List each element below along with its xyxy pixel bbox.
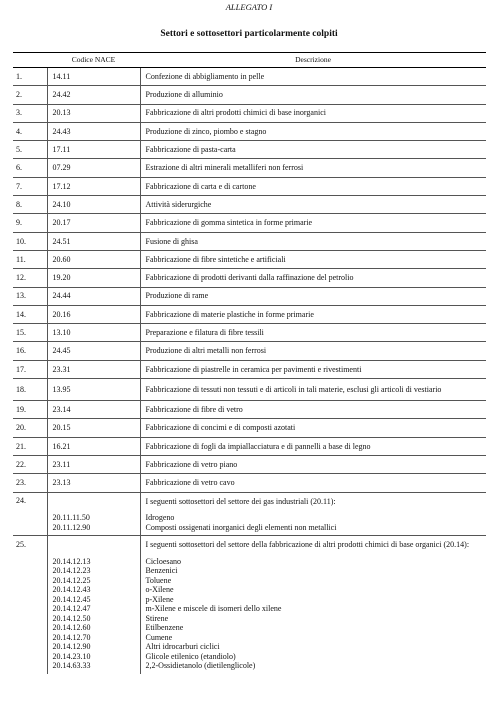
row-description: Produzione di alluminio [140,86,486,104]
header-number [13,53,47,68]
table-row [13,250,486,268]
subsector-codes [47,553,140,674]
row-code: 20.16 [47,305,140,323]
row-code: 24.44 [47,287,140,305]
row-code: 24.10 [47,196,140,214]
row-description: Fabbricazione di fibre di vetro [140,401,486,419]
table-row [13,68,486,86]
table-row [13,379,486,401]
subsector-description: 2,2-Ossidietanolo (dietilenglicole) [145,661,256,671]
subsector-code: 20.14.63.33 [52,661,91,671]
subsector-descriptions [140,553,486,674]
row-code: 23.13 [47,474,140,492]
subsector-code: 20.14.12.43 [52,585,91,595]
table-row [13,419,486,437]
subsector-codes [47,509,140,536]
row-number: 13. [13,287,47,305]
subsector-code: 20.11.12.90 [52,522,91,532]
row-code: 24.43 [47,122,140,140]
row-number: 21. [13,437,47,455]
row-code [47,492,140,509]
row-number: 14. [13,305,47,323]
subsector-row [13,509,486,536]
row-description: Fabbricazione di fogli da impiallacciatura e di pannelli a base di legno [140,437,486,455]
header-description: Descrizione [140,53,486,68]
subsector-description: o-Xilene [145,585,174,595]
row-description: Produzione di zinco, piombo e stagno [140,122,486,140]
table-row [13,342,486,360]
subsector-description: Cicloesano [145,556,182,566]
row-description: Preparazione e filatura di fibre tessili [140,324,486,342]
row-description: Produzione di rame [140,287,486,305]
subsector-code: 20.14.12.13 [52,556,91,566]
row-code: 17.12 [47,177,140,195]
table-row [13,104,486,122]
table-row [13,474,486,492]
subsector-description: Cumene [145,632,173,642]
row-number: 9. [13,214,47,232]
row-description: Fabbricazione di prodotti derivanti dalla raffinazione del petrolio [140,269,486,287]
header-code: Codice NACE [47,53,140,68]
row-code: 20.15 [47,419,140,437]
table-row [13,122,486,140]
subsector-code: 20.14.12.50 [52,613,91,623]
row-code [47,536,140,553]
table-row [13,455,486,473]
row-code: 24.51 [47,232,140,250]
subsector-descriptions [140,509,486,536]
page-title: Settori e sottosettori particolarmente colpiti [160,29,338,39]
row-code: 20.60 [47,250,140,268]
row-description: Fabbricazione di vetro piano [140,455,486,473]
row-description: Fabbricazione di altri prodotti chimici di base inorganici [140,104,486,122]
table-header-row [13,53,486,68]
row-number: 18. [13,379,47,401]
table-row [13,287,486,305]
table-row [13,141,486,159]
subsector-description: Composti ossigenati inorganici degli elementi non metallici [145,522,337,532]
row-number: 12. [13,269,47,287]
row-description: Attività siderurgiche [140,196,486,214]
table-row [13,360,486,378]
row-number: 2. [13,86,47,104]
row-number: 5. [13,141,47,159]
table-row [13,269,486,287]
row-description: Fabbricazione di carta e di cartone [140,177,486,195]
subsector-code: 20.14.12.70 [52,632,91,642]
subsector-code: 20.14.12.25 [52,575,91,585]
subsector-description: Stirene [145,613,169,623]
group-header-row [13,492,486,509]
subsector-code: 20.14.12.90 [52,642,91,652]
row-code: 23.11 [47,455,140,473]
table-row [13,177,486,195]
row-number: 3. [13,104,47,122]
row-description: Fabbricazione di materie plastiche in forme primarie [140,305,486,323]
row-code: 23.31 [47,360,140,378]
row-description: Fabbricazione di concimi e di composti azotati [140,419,486,437]
row-description: Fabbricazione di piastrelle in ceramica per pavimenti e rivestimenti [140,360,486,378]
subsector-description: Benzenici [145,566,178,576]
row-description: Estrazione di altri minerali metalliferi non ferrosi [140,159,486,177]
row-number: 15. [13,324,47,342]
row-code: 20.13 [47,104,140,122]
table-row [13,159,486,177]
table-row [13,214,486,232]
row-number: 11. [13,250,47,268]
row-number: 6. [13,159,47,177]
row-code: 14.11 [47,68,140,86]
row-number [13,509,47,536]
subsector-description: m-Xilene e miscele di isomeri dello xilene [145,604,282,614]
subsector-description: p-Xilene [145,594,174,604]
row-number: 25. [16,539,26,549]
subsector-description: Etilbenzene [145,623,184,633]
table-row [13,232,486,250]
row-number: 20. [13,419,47,437]
subsector-code: 20.14.12.47 [52,604,91,614]
subsector-code: 20.14.12.45 [52,594,91,604]
row-description: Produzione di altri metalli non ferrosi [140,342,486,360]
row-number: 23. [13,474,47,492]
row-code: 16.21 [47,437,140,455]
table-body [13,68,486,674]
subsector-description: Altri idrocarburi ciclici [145,642,220,652]
subsector-code: 20.14.12.23 [52,566,91,576]
row-number: 1. [13,68,47,86]
row-code: 23.14 [47,401,140,419]
row-number: 10. [13,232,47,250]
row-code: 13.10 [47,324,140,342]
subsector-code: 20.14.23.10 [52,651,91,661]
table-row [13,401,486,419]
row-description: Fabbricazione di tessuti non tessuti e di articoli in tali materie, esclusi gli articoli di vestiario [140,379,486,401]
annex-label: ALLEGATO I [225,2,273,12]
subsector-row [13,553,486,674]
row-number: 22. [13,455,47,473]
row-code: 13.95 [47,379,140,401]
row-code: 24.42 [47,86,140,104]
subsector-code: 20.14.12.60 [52,623,91,633]
row-number: 7. [13,177,47,195]
row-code: 24.45 [47,342,140,360]
group-header-row [13,536,486,553]
row-number: 4. [13,122,47,140]
row-description: Fabbricazione di vetro cavo [140,474,486,492]
subsector-code: 20.11.11.50 [52,513,90,523]
row-number: 8. [13,196,47,214]
group-intro: I seguenti sottosettori del settore della fabbricazione di altri prodotti chimici di base organici (20.14): [140,536,486,553]
sectors-table [13,52,486,674]
row-number [13,553,47,674]
row-number: 17. [13,360,47,378]
table-row [13,437,486,455]
table-row [13,324,486,342]
row-code: 17.11 [47,141,140,159]
subsector-description: Idrogeno [145,513,175,523]
row-code: 20.17 [47,214,140,232]
subsector-description: Glicole etilenico (etandiolo) [145,651,236,661]
subsector-description: Toluene [145,575,172,585]
row-description: Fabbricazione di pasta-carta [140,141,486,159]
table-row [13,86,486,104]
row-number: 19. [13,401,47,419]
row-number: 16. [13,342,47,360]
row-description: Fusione di ghisa [140,232,486,250]
row-description: Confezione di abbigliamento in pelle [140,68,486,86]
table-row [13,196,486,214]
row-code: 19.20 [47,269,140,287]
group-intro: I seguenti sottosettori del settore dei gas industriali (20.11): [140,492,486,509]
row-code: 07.29 [47,159,140,177]
table-row [13,305,486,323]
row-description: Fabbricazione di fibre sintetiche e artificiali [140,250,486,268]
row-description: Fabbricazione di gomma sintetica in forme primarie [140,214,486,232]
row-number: 24. [16,496,26,506]
